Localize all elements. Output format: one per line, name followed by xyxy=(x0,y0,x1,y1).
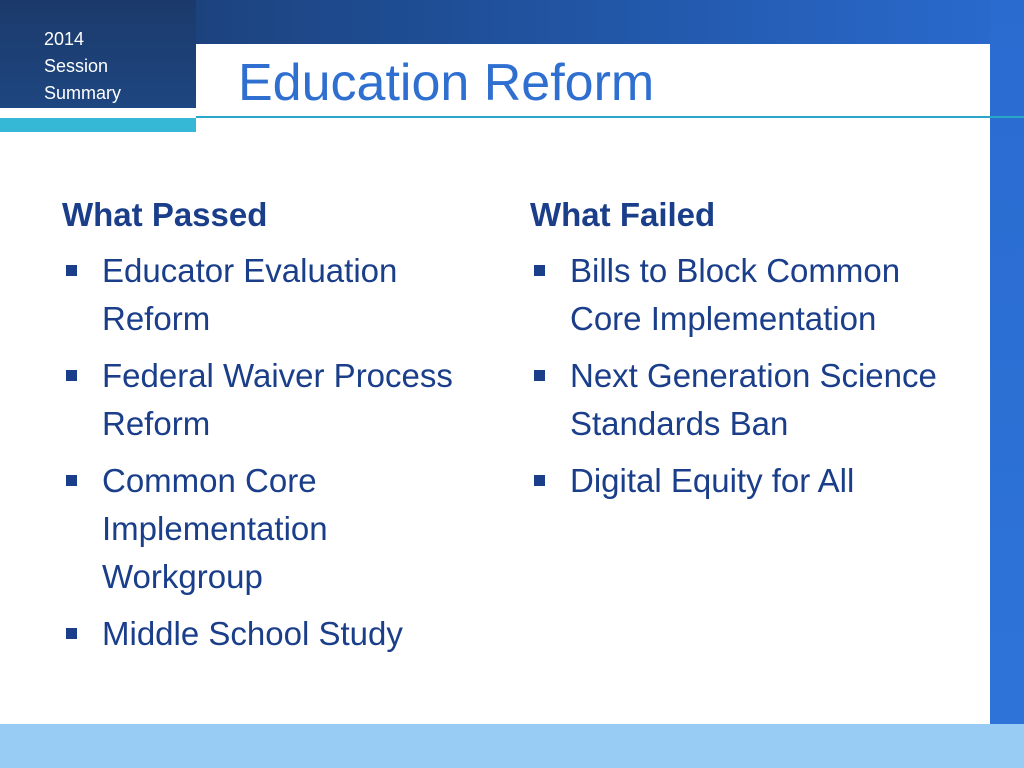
what-failed-heading: What Failed xyxy=(530,196,716,233)
list-item-text: Next Generation Science Standards Ban xyxy=(570,357,937,442)
square-bullet-icon xyxy=(66,265,77,276)
bottom-band xyxy=(0,724,1024,768)
session-label: 2014 Session Summary xyxy=(44,29,122,103)
list-item-text: Educator Evaluation Reform xyxy=(102,252,398,337)
title-divider xyxy=(196,116,1024,118)
accent-strip xyxy=(0,118,196,132)
right-side-bar xyxy=(990,0,1024,750)
list-item xyxy=(530,247,970,343)
list-item xyxy=(530,352,970,448)
square-bullet-icon xyxy=(66,475,77,486)
list-item xyxy=(62,352,482,448)
what-passed-heading: What Passed xyxy=(62,196,268,233)
list-item-text: Federal Waiver Process Reform xyxy=(102,357,453,442)
square-bullet-icon xyxy=(534,475,545,486)
square-bullet-icon xyxy=(534,370,545,381)
list-item xyxy=(62,247,482,343)
what-passed-column xyxy=(62,195,482,667)
square-bullet-icon xyxy=(66,370,77,381)
what-failed-column xyxy=(530,195,970,514)
slide-title: Education Reform xyxy=(238,54,655,112)
what-passed-list xyxy=(62,247,482,658)
list-item xyxy=(62,457,482,601)
list-item-text: Bills to Block Common Core Implementation xyxy=(570,252,901,337)
list-item-text: Common Core Implementation Workgroup xyxy=(102,462,328,595)
what-failed-list xyxy=(530,247,970,505)
session-badge xyxy=(0,0,196,108)
square-bullet-icon xyxy=(66,628,77,639)
list-item xyxy=(530,457,970,505)
list-item xyxy=(62,610,482,658)
list-item-text: Middle School Study xyxy=(102,615,403,652)
square-bullet-icon xyxy=(534,265,545,276)
list-item-text: Digital Equity for All xyxy=(570,462,855,499)
